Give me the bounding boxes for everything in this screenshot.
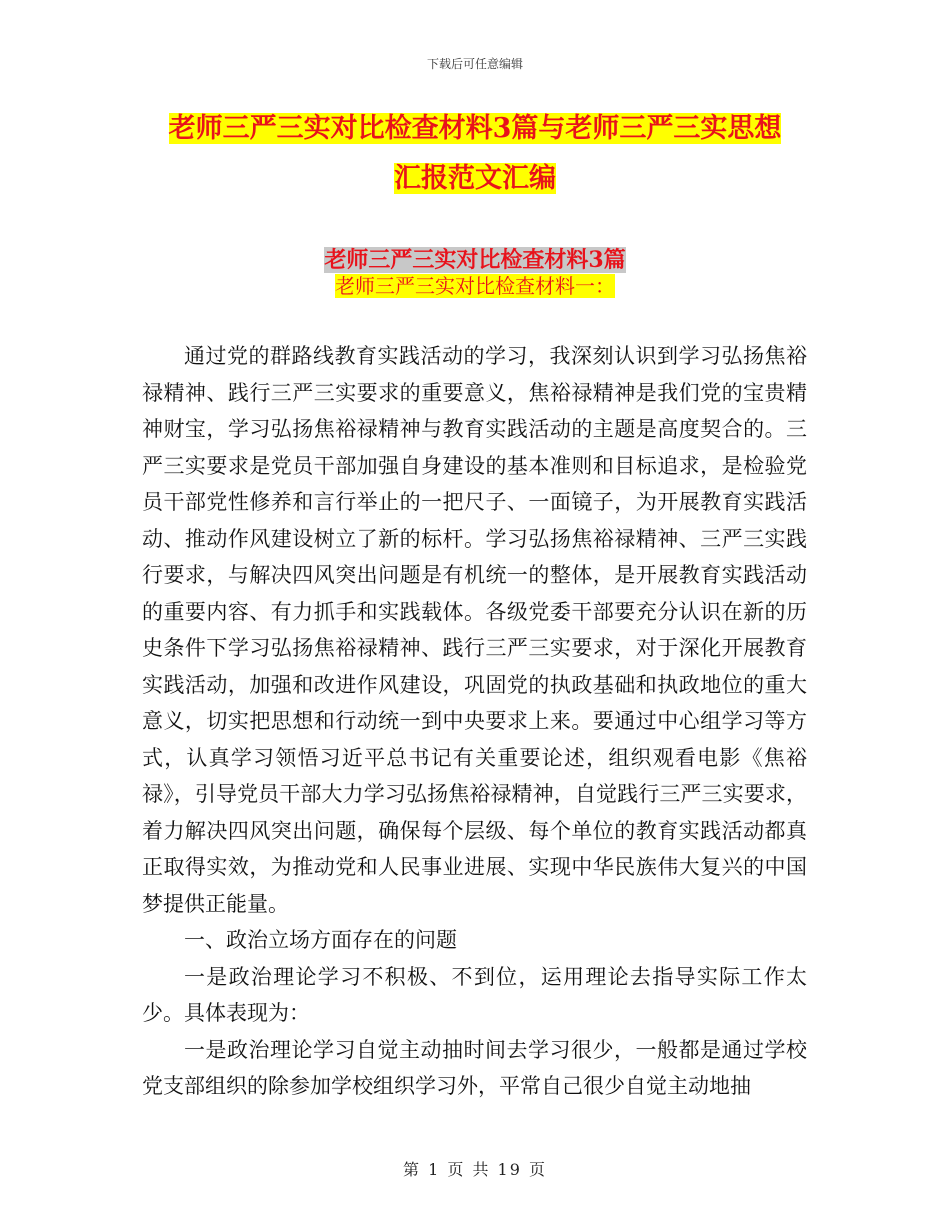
paragraph: 一、政治立场方面存在的问题: [184, 928, 457, 952]
document-title-line-1: 老师三严三实对比检查材料3篇与老师三严三实思想: [168, 113, 782, 144]
section-subtitle: [0, 273, 950, 299]
body-text: [142, 338, 807, 1105]
paragraph: 通过党的群路线教育实践活动的学习，我深刻认识到学习弘扬焦裕禄精神、践行三严三实要求的重要意义，焦裕禄精神是我们党的宝贵精神财宝，学习弘扬焦裕禄精神与教育实践活动的主题是高度契合的。三严三实要求是党员干部加强自身建设的基本准则和目标追求，是检验党员干部党性修养和言行举止的一把尺子、一面镜子，为开展教育实践活动、推动作风建设树立了新的标杆。学习弘扬焦裕禄精神、三严三实践行要求，与解决四风突出问题是有机统一的整体，是开展教育实践活动的重要内容、有力抓手和实践载体。各级党委干部要充分认识在新的历史条件下学习弘扬焦裕禄精神、践行三严三实要求，对于深化开展教育实践活动，加强和改进作风建设，巩固党的执政基础和执政地位的重大意义，切实把思想和行动统一到中央要求上来。要通过中心组学习等方式，认真学习领悟习近平总书记有关重要论述，组织观看电影《焦裕禄》，引导党员干部大力学习弘扬焦裕禄精神，自觉践行三严三实要求，着力解决四风突出问题，确保每个层级、每个单位的教育实践活动都真正取得实效，为推动党和人民事业进展、实现中华民族伟大复兴的中国梦提供正能量。: [142, 344, 807, 916]
page-header-note: 下载后可任意编辑: [426, 57, 523, 71]
paragraph: 一是政治理论学习不积极、不到位，运用理论去指导实际工作太少。具体表现为：: [142, 964, 807, 1025]
document-title-line-2: 汇报范文汇编: [394, 163, 556, 194]
section-title: [0, 247, 950, 273]
section-subtitle-text: 老师三严三实对比检查材料一：: [335, 274, 615, 298]
paragraph: 一是政治理论学习自觉主动抽时间去学习很少，一般都是通过学校党支部组织的除参加学校组织学习外，平常自己很少自觉主动地抽: [142, 1037, 807, 1098]
section-title-text: 老师三严三实对比检查材料3篇: [324, 247, 626, 273]
document-title: [150, 104, 800, 204]
page-number: 第 1 页 共 19 页: [403, 1160, 547, 1179]
